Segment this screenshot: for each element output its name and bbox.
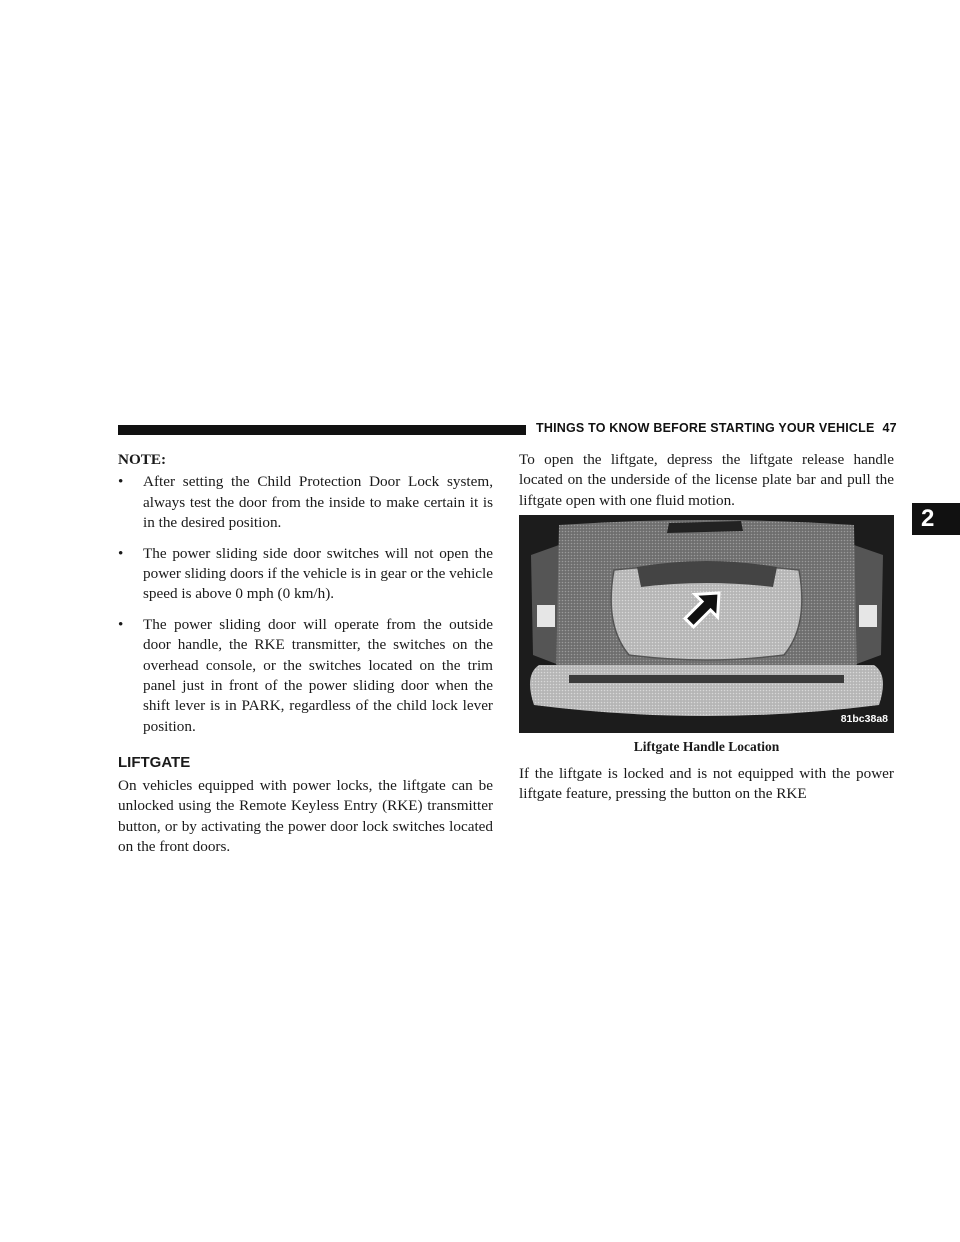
header-rule <box>118 425 526 435</box>
body-paragraph: If the liftgate is locked and is not equipped with the power liftgate feature, pressing the button on the RKE <box>519 764 894 803</box>
note-label: NOTE: <box>118 451 167 468</box>
liftgate-illustration <box>519 515 894 733</box>
bullet-text: After setting the Child Protection Door Lock system, always test the door from the inside to make certain it is in the desired position. <box>143 473 493 532</box>
running-header <box>536 421 897 435</box>
note-bullet <box>118 615 493 737</box>
note-bullet <box>118 472 493 533</box>
chapter-tab: 2 <box>912 503 960 535</box>
bullet-text: The power sliding side door switches will not open the power sliding doors if the vehicle is in gear or the vehicle speed is above 0 mph (0 km/h). <box>143 544 493 603</box>
note-bullet <box>118 544 493 605</box>
bullet-dot: • <box>118 473 124 491</box>
body-paragraph: On vehicles equipped with power locks, the liftgate can be unlocked using the Remote Keyless Entry (RKE) transmitter button, or by activating the power door lock switches located on the front doors. <box>118 776 493 855</box>
section-title: THINGS TO KNOW BEFORE STARTING YOUR VEHICLE <box>536 421 875 435</box>
bullet-text: The power sliding door will operate from the outside door handle, the RKE transmitter, the switches on the overhead console, or the switches located on the trim panel just in front of the power sliding door when the shift lever is in PARK, regardless of the child lock lever position. <box>143 615 493 735</box>
liftgate-figure <box>519 515 894 733</box>
bullet-dot: • <box>118 544 124 562</box>
left-column <box>118 450 493 857</box>
page-number: 47 <box>882 421 897 435</box>
body-paragraph: To open the liftgate, depress the liftgate release handle located on the underside of the license plate bar and pull the liftgate open with one fluid motion. <box>519 451 894 509</box>
bullet-dot: • <box>118 615 124 633</box>
section-heading: LIFTGATE <box>118 754 191 772</box>
figure-id: 81bc38a8 <box>840 712 888 725</box>
figure-caption: Liftgate Handle Location <box>633 739 780 755</box>
right-column <box>519 450 894 804</box>
